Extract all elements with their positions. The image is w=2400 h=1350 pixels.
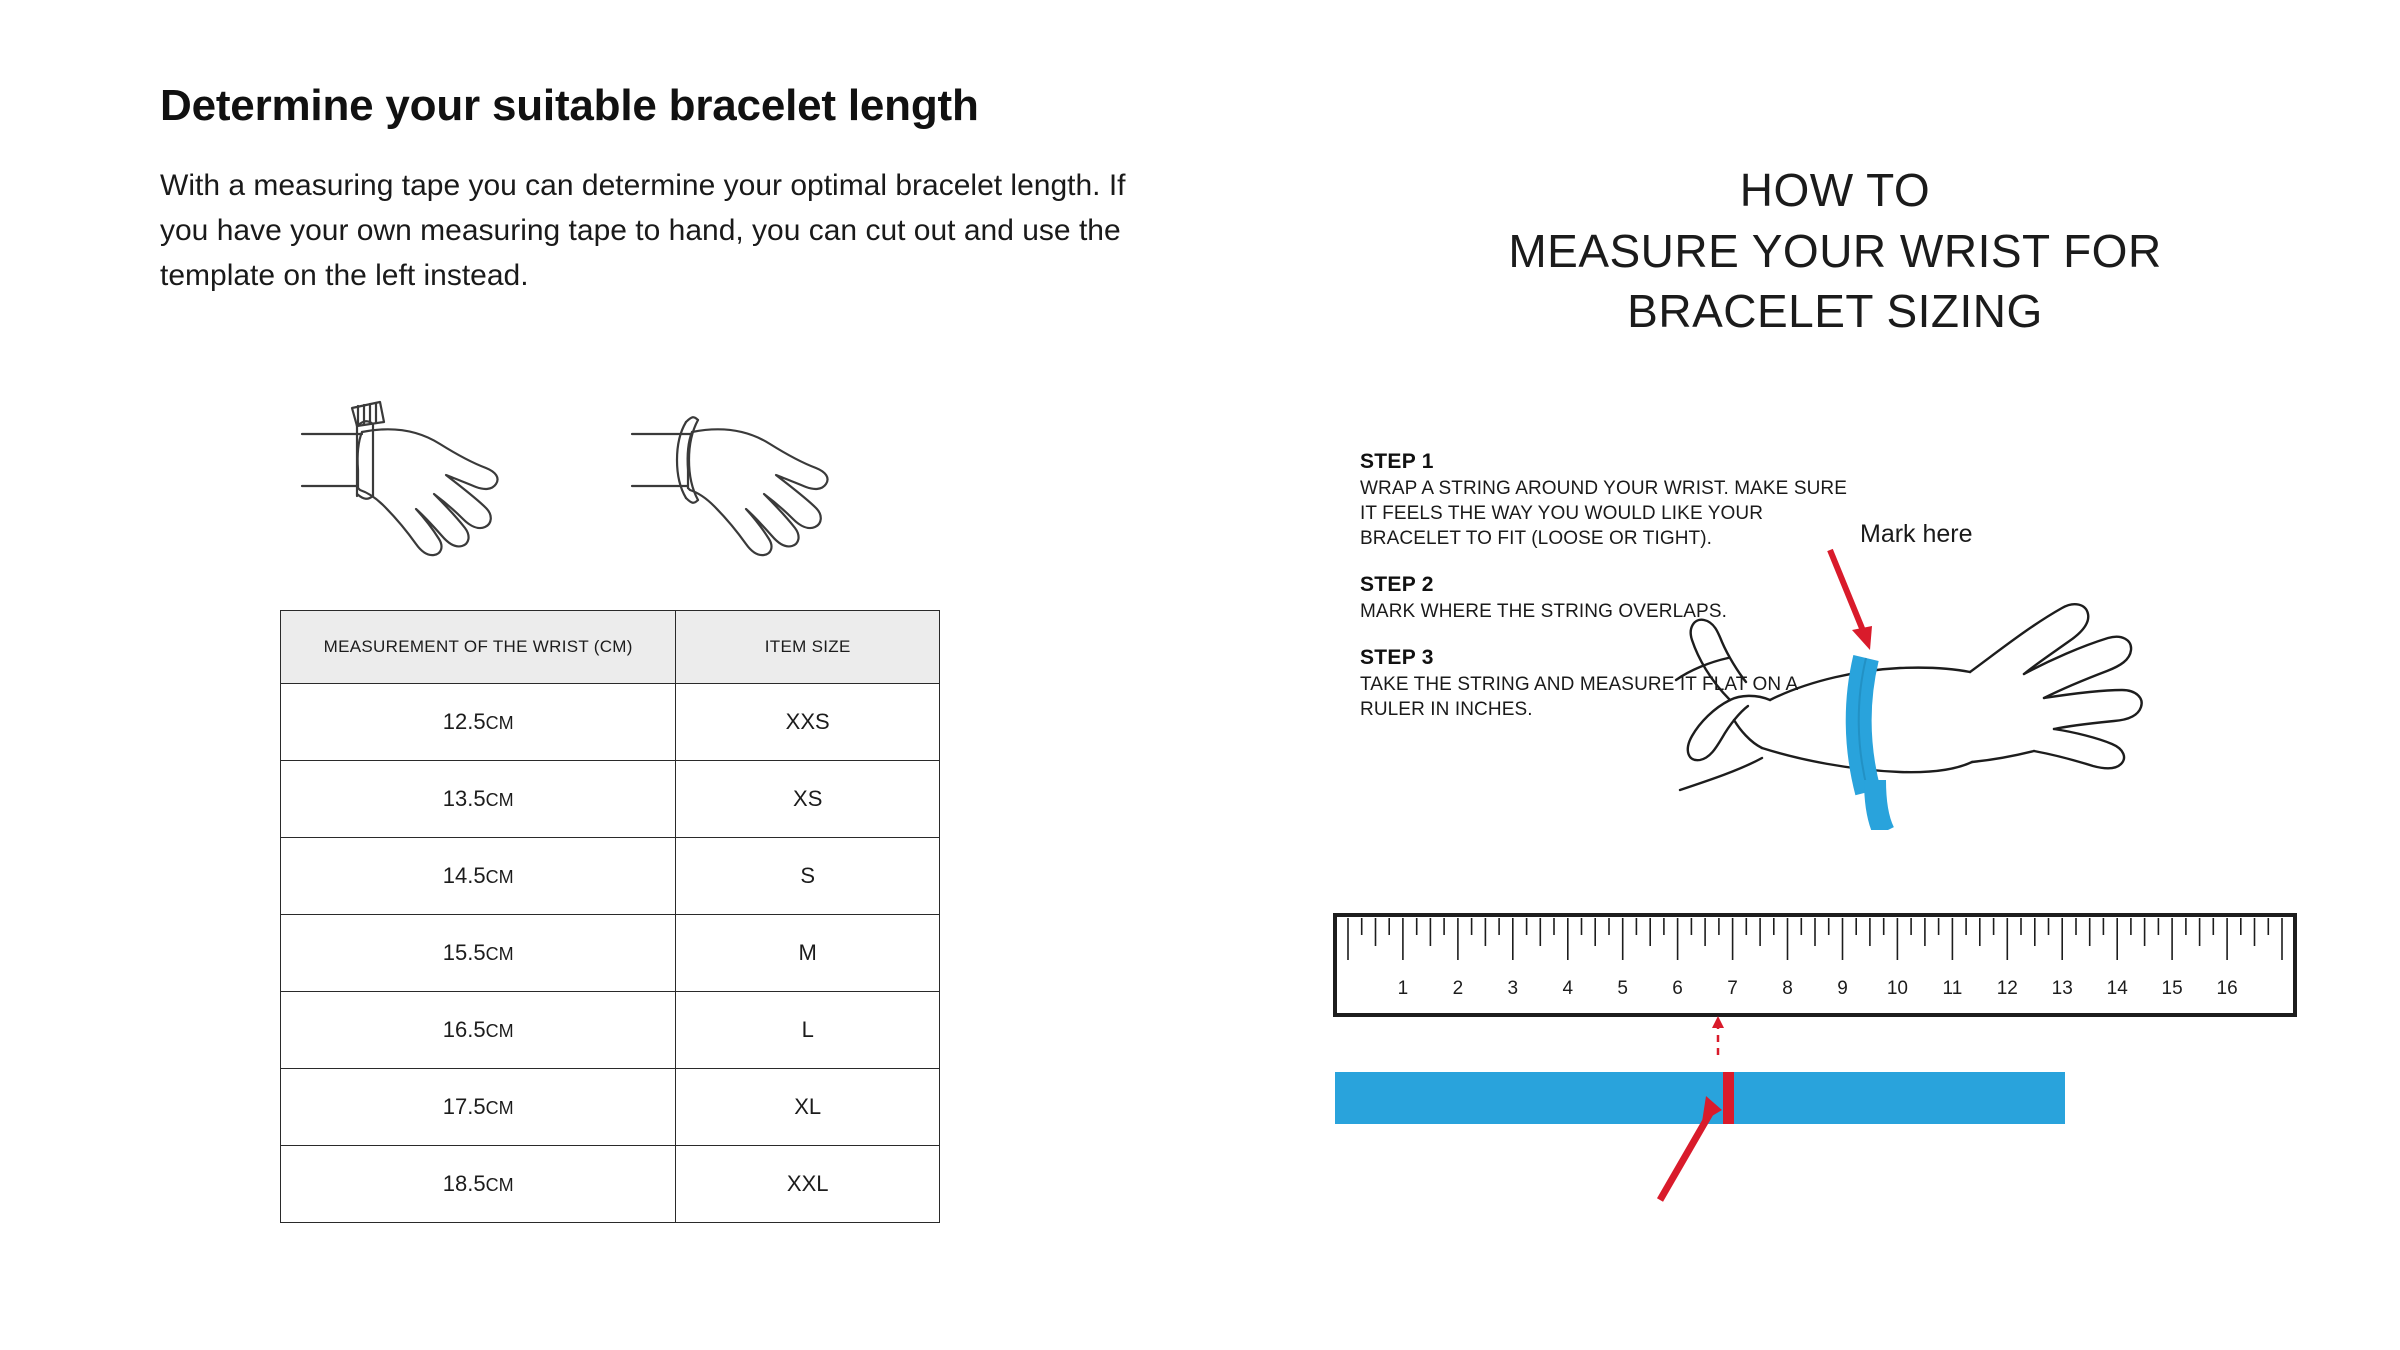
ruler-tick-label: 7 — [1727, 978, 1738, 999]
ruler-tick-label: 8 — [1782, 978, 1793, 999]
howto-title-line-3: BRACELET SIZING — [1627, 285, 2043, 338]
table-body — [281, 684, 940, 1223]
measurement-value: 18.5 — [442, 1171, 486, 1196]
ruler-tick-label: 11 — [1942, 978, 1963, 999]
cell-wrist-measurement — [281, 1069, 676, 1146]
measurement-value: 16.5 — [442, 1017, 486, 1042]
ruler-tick-label: 1 — [1397, 978, 1409, 999]
hand-illustrations-row — [300, 400, 940, 580]
ruler-tick-label: 2 — [1452, 978, 1464, 999]
mark-here-label: Mark here — [1860, 520, 1973, 548]
measurement-value: 14.5 — [442, 863, 486, 888]
ruler-tick-label: 4 — [1562, 978, 1574, 999]
measurement-value: 13.5 — [442, 786, 486, 811]
measurement-unit: CM — [485, 1175, 514, 1195]
cell-item-size: XS — [676, 761, 940, 838]
cell-wrist-measurement — [281, 761, 676, 838]
measurement-unit: CM — [485, 1098, 514, 1118]
ruler-tick-label: 6 — [1672, 978, 1683, 999]
bracelet-size-table-wrapper — [280, 610, 940, 1223]
measurement-value: 15.5 — [442, 940, 486, 965]
cell-item-size: M — [676, 915, 940, 992]
howto-title-line-2: MEASURE YOUR WRIST FOR — [1508, 224, 2162, 277]
column-header-item-size: ITEM SIZE — [676, 611, 940, 684]
cell-wrist-measurement — [281, 1146, 676, 1223]
cell-wrist-measurement — [281, 838, 676, 915]
how-to-measure-panel — [1330, 150, 2340, 1270]
cell-item-size: XXL — [676, 1146, 940, 1223]
ruler-tick-label: 14 — [2106, 978, 2128, 999]
ruler-tick-label: 3 — [1507, 978, 1519, 999]
step-2-text: MARK WHERE THE STRING OVERLAPS. — [1360, 601, 1727, 623]
ruler-tick-label: 10 — [1886, 978, 1908, 999]
measurement-unit: CM — [485, 944, 514, 964]
hand-with-measuring-tape-icon — [300, 400, 570, 580]
table-row — [281, 838, 940, 915]
ruler-illustration — [1330, 910, 2330, 1210]
page-title: Determine your suitable bracelet length — [160, 81, 979, 130]
step-3-label: STEP 3 — [1360, 646, 1434, 670]
intro-paragraph: With a measuring tape you can determine your optimal bracelet length. If you have your own measuring tape to hand, you can cut out and use the template on the left instead. — [160, 168, 1126, 292]
table-row — [281, 992, 940, 1069]
column-header-measurement: MEASUREMENT OF THE WRIST (CM) — [281, 611, 676, 684]
cell-item-size: L — [676, 992, 940, 1069]
table-header-row — [281, 611, 940, 684]
measurement-unit: CM — [485, 790, 514, 810]
ruler-tick-label: 15 — [2161, 978, 2183, 999]
howto-title — [1330, 150, 2340, 342]
bracelet-size-table — [280, 610, 940, 1223]
table-row — [281, 915, 940, 992]
step-3-text: TAKE THE STRING AND MEASURE IT FLAT ON A RULER IN INCHES. — [1360, 674, 1798, 721]
cell-item-size: XXS — [676, 684, 940, 761]
step-1-label: STEP 1 — [1360, 450, 1434, 473]
left-content-panel — [160, 80, 1260, 298]
table-row — [281, 1146, 940, 1223]
table-row — [281, 684, 940, 761]
mark-here-arrow-icon — [1830, 550, 1872, 650]
step-2-label: STEP 2 — [1360, 573, 1434, 597]
cell-item-size: XL — [676, 1069, 940, 1146]
measurement-unit: CM — [485, 1021, 514, 1041]
cell-wrist-measurement — [281, 992, 676, 1069]
cell-item-size: S — [676, 838, 940, 915]
measurement-unit: CM — [485, 713, 514, 733]
ruler-tick-label: 12 — [1996, 978, 2018, 999]
ruler-tick-label: 13 — [2051, 978, 2073, 999]
measurement-unit: CM — [485, 867, 514, 887]
ruler-tick-label: 9 — [1837, 978, 1848, 999]
table-row — [281, 761, 940, 838]
step-1-text: WRAP A STRING AROUND YOUR WRIST. MAKE SURE IT FEELS THE WAY YOU WOULD LIKE YOUR BRACELET TO FIT (LOOSE OR TIGHT). — [1360, 478, 1848, 550]
table-row — [281, 1069, 940, 1146]
measurement-value: 12.5 — [442, 709, 486, 734]
cell-wrist-measurement — [281, 684, 676, 761]
howto-title-line-1: HOW TO — [1739, 164, 1931, 216]
hand-with-bracelet-icon — [630, 400, 900, 580]
hands-measuring-wrist-illustration — [1670, 530, 2270, 830]
cell-wrist-measurement — [281, 915, 676, 992]
ruler-tick-label: 16 — [2216, 978, 2238, 999]
ruler-tick-label: 5 — [1617, 978, 1628, 999]
measurement-value: 17.5 — [442, 1094, 486, 1119]
